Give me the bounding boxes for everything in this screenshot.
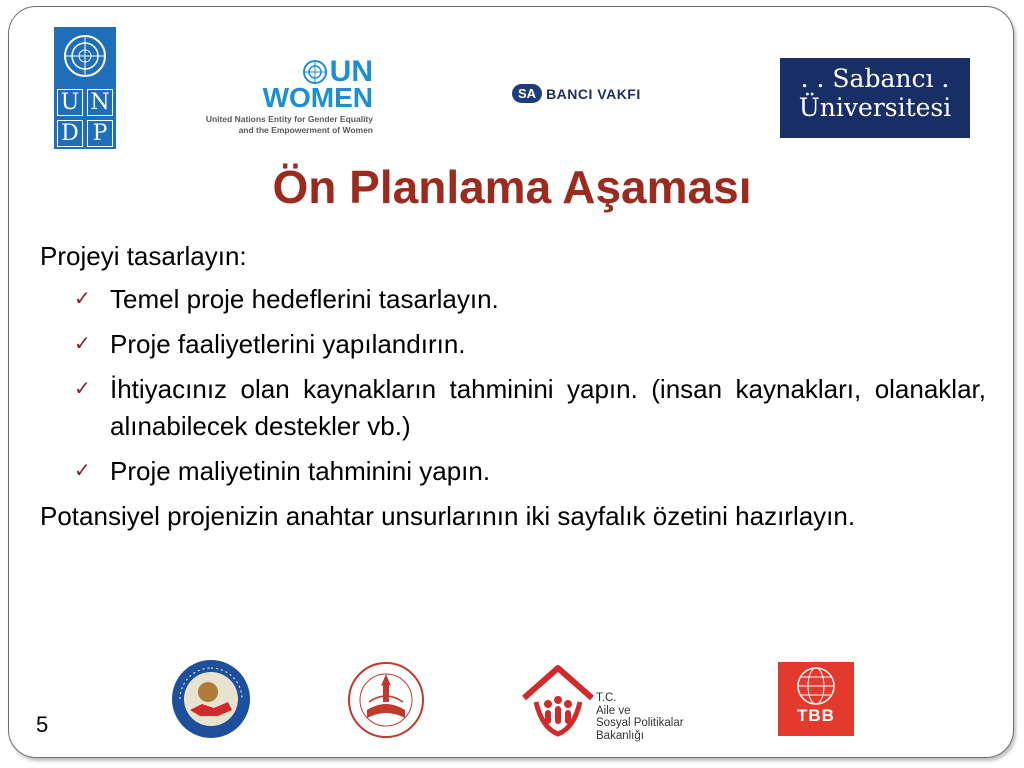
undp-letter: U: [57, 89, 83, 116]
interior-ministry-seal-icon: [170, 658, 252, 740]
un-women-un-text: UN: [329, 55, 373, 88]
family-ministry-text-line: Aile ve: [596, 704, 631, 717]
tbb-logo: [778, 662, 854, 736]
education-ministry-logo: [345, 660, 427, 740]
sabanci-vakfi-sa-badge: SA: [512, 84, 542, 103]
undp-logo: [54, 27, 116, 149]
un-women-subtitle: [193, 114, 373, 136]
tbb-label: TBB: [797, 706, 835, 725]
education-ministry-seal-icon: [345, 660, 427, 740]
undp-letter: D: [57, 120, 83, 147]
undp-letter-grid: [57, 89, 113, 145]
family-ministry-text-line: Bakanlığı: [596, 729, 644, 742]
slide-content: [40, 238, 986, 535]
bullet-list: [40, 281, 986, 490]
bullet-text: Temel proje hedeflerini tasarlayın.: [110, 284, 499, 314]
checkmark-icon: ✓: [74, 378, 91, 400]
house-family-icon: [520, 662, 596, 738]
un-emblem-icon: [62, 33, 108, 79]
bullet-text: Proje faaliyetlerini yapılandırın.: [110, 329, 466, 359]
list-item: [74, 326, 986, 363]
sabanci-universitesi-logo: [780, 58, 970, 138]
closing-text: Potansiyel projenizin anahtar unsurlarının iki sayfalık özetini hazırlayın.: [40, 501, 856, 531]
list-item: [74, 453, 986, 490]
tbb-globe-icon: [778, 664, 854, 708]
family-ministry-text-line: Sosyal Politikalar: [596, 717, 684, 729]
list-item: [74, 281, 986, 318]
sabanci-uni-line2: Üniversitesi: [798, 93, 952, 122]
un-women-subtitle-line: United Nations Entity for Gender Equality: [205, 114, 373, 124]
undp-letter: N: [87, 89, 113, 116]
page-number: 5: [36, 712, 49, 737]
intro-text: Projeyi tasarlayın:: [40, 241, 247, 271]
un-women-women-text: WOMEN: [262, 82, 373, 113]
family-ministry-text: [596, 692, 684, 742]
un-women-logo: [203, 55, 373, 142]
family-social-policy-ministry-logo: [520, 662, 690, 742]
sabanci-uni-line1: . . Sabancı .: [800, 64, 950, 93]
undp-letter: P: [87, 120, 113, 147]
interior-ministry-logo: [170, 658, 252, 740]
checkmark-icon: ✓: [74, 288, 91, 310]
bullet-text: İhtiyacınız olan kaynakların tahminini yapın. (insan kaynakları, olanaklar, alınabilecek destekler vb.): [110, 374, 986, 441]
slide-title: Ön Planlama Aşaması: [272, 161, 752, 213]
sabanci-vakfi-logo: [512, 84, 641, 103]
bullet-text: Proje maliyetinin tahminini yapın.: [110, 456, 491, 486]
un-women-subtitle-line: and the Empowerment of Women: [238, 125, 373, 135]
list-item: [74, 371, 986, 445]
checkmark-icon: ✓: [74, 333, 91, 355]
sabanci-vakfi-text: BANCI VAKFI: [546, 85, 641, 102]
checkmark-icon: ✓: [74, 460, 91, 482]
family-ministry-text-line: T.C.: [596, 692, 617, 704]
